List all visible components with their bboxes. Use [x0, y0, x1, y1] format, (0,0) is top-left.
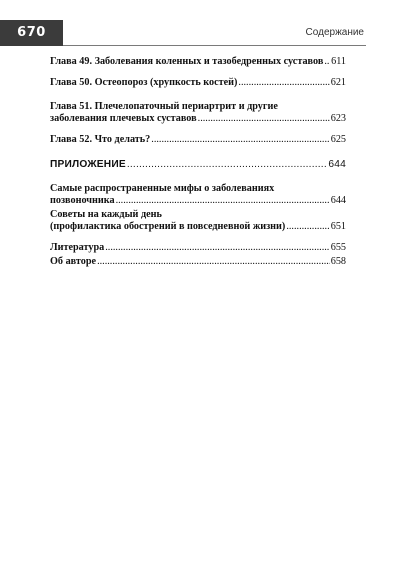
- toc-entry-chapter-49[interactable]: [50, 56, 346, 68]
- dot-leader: [105, 242, 330, 254]
- toc-entry-title: Литература: [50, 242, 105, 253]
- toc-entry-title-continued: позвоночника: [50, 195, 115, 206]
- toc-entry-title: ПРИЛОЖЕНИЕ: [50, 159, 126, 170]
- dot-leader: [116, 195, 330, 207]
- running-header-title: Содержание: [305, 27, 364, 38]
- page-header: [0, 0, 400, 48]
- toc-entry-title: Глава 52. Что делать?: [50, 134, 151, 145]
- toc-page-number: 644: [328, 159, 346, 170]
- toc-page-number: 625: [330, 134, 346, 145]
- toc-entry-myths[interactable]: [50, 183, 346, 207]
- toc-entry-title: Советы на каждый день: [50, 209, 162, 220]
- toc-page-number: 611: [331, 56, 346, 67]
- toc-entry-chapter-51[interactable]: [50, 101, 346, 125]
- dot-leader: [286, 221, 329, 233]
- toc-entry-title: Самые распространенные мифы о заболеваниях: [50, 183, 275, 194]
- toc-page-number: 644: [330, 195, 346, 206]
- header-divider: [63, 45, 366, 46]
- toc-entry-chapter-52[interactable]: [50, 134, 346, 146]
- toc-entry-appendix[interactable]: [50, 159, 346, 171]
- toc-entry-title: Глава 49. Заболевания коленных и тазобедренных суставов: [50, 56, 324, 67]
- toc-page-number: 655: [330, 242, 346, 253]
- toc-page-number: 621: [330, 77, 346, 88]
- dot-leader: [151, 134, 329, 146]
- toc-entry-title: Об авторе: [50, 256, 97, 267]
- dot-leader: [127, 159, 328, 171]
- dot-leader: [324, 56, 330, 68]
- toc-entry-title-continued: заболевания плечевых суставов: [50, 113, 197, 124]
- toc-entry-daily-tips[interactable]: [50, 209, 346, 233]
- page-number: 670: [0, 20, 63, 46]
- toc-entry-title: Глава 51. Плечелопаточный периартрит и другие: [50, 101, 278, 112]
- toc-entry-literature[interactable]: [50, 242, 346, 254]
- toc-entry-about-author[interactable]: [50, 256, 346, 268]
- dot-leader: [238, 77, 329, 89]
- toc-entry-title-continued: (профилактика обострений в повседневной жизни): [50, 221, 286, 232]
- dot-leader: [198, 113, 330, 125]
- toc-page-number: 658: [330, 256, 346, 267]
- toc-page-number: 651: [330, 221, 346, 232]
- toc-page-number: 623: [330, 113, 346, 124]
- toc-entry-title: Глава 50. Остеопороз (хрупкость костей): [50, 77, 238, 88]
- table-of-contents: [50, 56, 346, 268]
- dot-leader: [97, 256, 330, 268]
- toc-entry-chapter-50[interactable]: [50, 77, 346, 89]
